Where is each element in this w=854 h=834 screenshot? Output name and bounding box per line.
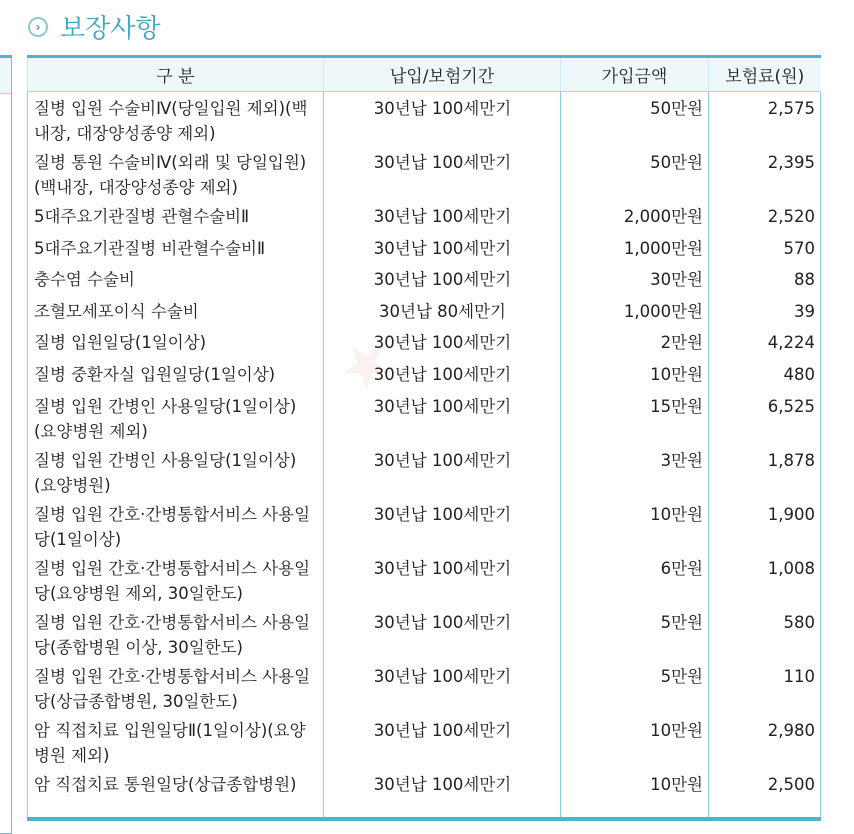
coverage-period: 30년납 80세만기	[324, 295, 561, 327]
coverage-period: 30년납 100세만기	[324, 232, 561, 264]
coverage-period: 30년납 100세만기	[324, 358, 561, 390]
coverage-amount: 1,000만원	[561, 295, 709, 327]
coverage-amount: 10만원	[561, 714, 709, 768]
coverage-name: 질병 입원 간호·간병통합서비스 사용일당(종합병원 이상, 30일한도)	[28, 606, 324, 660]
coverage-name: 질병 입원 간병인 사용일당(1일이상)(요양병원 제외)	[28, 390, 324, 444]
coverage-premium: 580	[709, 606, 821, 660]
table-row	[28, 232, 821, 264]
table-row	[28, 660, 821, 714]
coverage-premium: 2,520	[709, 200, 821, 232]
table-row	[28, 768, 821, 820]
table-row	[28, 326, 821, 358]
table-row	[28, 714, 821, 768]
coverage-premium: 1,900	[709, 498, 821, 552]
header-amount: 가입금액	[561, 57, 709, 92]
coverage-name: 5대주요기관질병 관혈수술비Ⅱ	[28, 200, 324, 232]
table-row	[28, 390, 821, 444]
coverage-premium: 1,008	[709, 552, 821, 606]
coverage-name: 질병 입원 수술비Ⅳ(당일입원 제외)(백내장, 대장양성종양 제외)	[28, 92, 324, 147]
header-period: 납입/보험기간	[324, 57, 561, 92]
coverage-amount: 50만원	[561, 92, 709, 147]
coverage-period: 30년납 100세만기	[324, 326, 561, 358]
coverage-amount: 6만원	[561, 552, 709, 606]
section-title: 보장사항	[60, 14, 161, 44]
coverage-name: 충수염 수술비	[28, 263, 324, 295]
coverage-period: 30년납 100세만기	[324, 146, 561, 200]
coverage-period: 30년납 100세만기	[324, 390, 561, 444]
coverage-name: 질병 입원일당(1일이상)	[28, 326, 324, 358]
coverage-premium: 2,980	[709, 714, 821, 768]
coverage-period: 30년납 100세만기	[324, 660, 561, 714]
coverage-name: 암 직접치료 통원일당(상급종합병원)	[28, 768, 324, 820]
coverage-name: 질병 통원 수술비Ⅳ(외래 및 당일입원)(백내장, 대장양성종양 제외)	[28, 146, 324, 200]
coverage-amount: 1,000만원	[561, 232, 709, 264]
coverage-amount: 30만원	[561, 263, 709, 295]
coverage-premium: 110	[709, 660, 821, 714]
coverage-period: 30년납 100세만기	[324, 606, 561, 660]
coverage-amount: 3만원	[561, 444, 709, 498]
table-row	[28, 498, 821, 552]
coverage-amount: 50만원	[561, 146, 709, 200]
section-header	[28, 8, 160, 45]
table-row	[28, 552, 821, 606]
table-row	[28, 295, 821, 327]
coverage-premium: 2,395	[709, 146, 821, 200]
table-row	[28, 146, 821, 200]
coverage-period: 30년납 100세만기	[324, 498, 561, 552]
coverage-name: 질병 입원 간호·간병통합서비스 사용일당(상급종합병원, 30일한도)	[28, 660, 324, 714]
coverage-amount: 15만원	[561, 390, 709, 444]
coverage-amount: 2,000만원	[561, 200, 709, 232]
coverage-amount: 2만원	[561, 326, 709, 358]
coverage-period: 30년납 100세만기	[324, 714, 561, 768]
watermark: ★	[324, 320, 410, 410]
header-category: 구 분	[28, 57, 324, 92]
coverage-table	[27, 55, 821, 821]
coverage-premium: 39	[709, 295, 821, 327]
coverage-premium: 88	[709, 263, 821, 295]
table-row	[28, 444, 821, 498]
coverage-premium: 4,224	[709, 326, 821, 358]
table-row	[28, 358, 821, 390]
coverage-name: 질병 입원 간호·간병통합서비스 사용일당(요양병원 제외, 30일한도)	[28, 552, 324, 606]
coverage-name: 5대주요기관질병 비관혈수술비Ⅱ	[28, 232, 324, 264]
coverage-amount: 5만원	[561, 660, 709, 714]
coverage-period: 30년납 100세만기	[324, 444, 561, 498]
coverage-premium: 2,500	[709, 768, 821, 820]
coverage-premium: 1,878	[709, 444, 821, 498]
coverage-amount: 10만원	[561, 498, 709, 552]
coverage-premium: 480	[709, 358, 821, 390]
coverage-name: 조혈모세포이식 수술비	[28, 295, 324, 327]
coverage-name: 질병 입원 간병인 사용일당(1일이상)(요양병원)	[28, 444, 324, 498]
chevron-right-icon: ›	[28, 17, 48, 37]
table-row	[28, 263, 821, 295]
left-panel-edge	[0, 55, 12, 834]
table-row	[28, 606, 821, 660]
coverage-amount: 10만원	[561, 768, 709, 820]
coverage-period: 30년납 100세만기	[324, 92, 561, 147]
coverage-period: 30년납 100세만기	[324, 200, 561, 232]
coverage-period: 30년납 100세만기	[324, 768, 561, 820]
coverage-name: 질병 중환자실 입원일당(1일이상)	[28, 358, 324, 390]
coverage-premium: 6,525	[709, 390, 821, 444]
coverage-amount: 10만원	[561, 358, 709, 390]
table-row	[28, 200, 821, 232]
coverage-premium: 2,575	[709, 92, 821, 147]
header-premium: 보험료(원)	[709, 57, 821, 92]
coverage-premium: 570	[709, 232, 821, 264]
coverage-name: 질병 입원 간호·간병통합서비스 사용일당(1일이상)	[28, 498, 324, 552]
table-header-row	[28, 57, 821, 92]
coverage-name: 암 직접치료 입원일당Ⅱ(1일이상)(요양병원 제외)	[28, 714, 324, 768]
coverage-period: 30년납 100세만기	[324, 263, 561, 295]
table-row	[28, 92, 821, 147]
coverage-amount: 5만원	[561, 606, 709, 660]
coverage-period: 30년납 100세만기	[324, 552, 561, 606]
